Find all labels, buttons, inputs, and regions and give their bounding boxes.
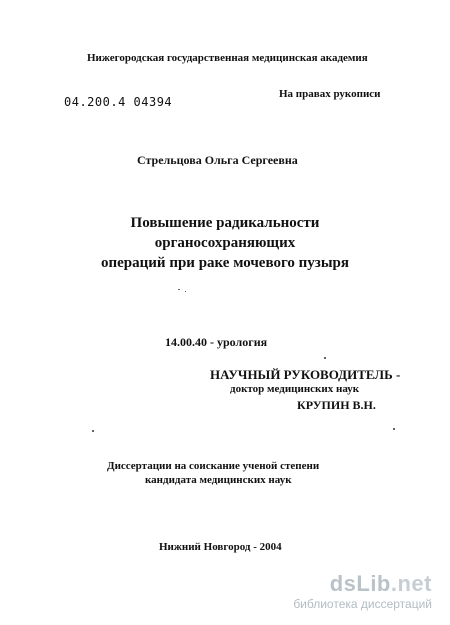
scan-speck <box>393 428 395 430</box>
scan-speck <box>324 357 326 359</box>
title-line-3: операций при раке мочевого пузыря <box>101 255 349 271</box>
watermark-logo: dsLib.net <box>329 571 432 596</box>
city-year: Нижний Новгород - 2004 <box>159 541 282 553</box>
scan-speck <box>185 291 186 292</box>
scan-speck <box>178 289 180 290</box>
dissertation-purpose-line-1: Диссертации на соискание ученой степени <box>107 460 320 472</box>
supervisor-degree: доктор медицинских наук <box>230 383 360 395</box>
archive-code: 04.200.4 04394 <box>64 95 173 109</box>
supervisor-name: КРУПИН В.Н. <box>297 398 376 412</box>
watermark-subtitle: библиотека диссертаций <box>293 597 432 611</box>
dslib-watermark <box>293 572 432 611</box>
dissertation-title <box>0 213 450 273</box>
title-line-1: Повышение радикальности <box>130 215 320 231</box>
institution-name: Нижегородская государственная медицинская академия <box>87 52 368 64</box>
title-line-2: органосохраняющих <box>154 235 296 251</box>
supervisor-title: НАУЧНЫЙ РУКОВОДИТЕЛЬ - <box>210 367 401 382</box>
scan-speck <box>92 430 94 432</box>
specialty-code: 14.00.40 - урология <box>165 335 268 349</box>
dissertation-purpose-line-2: кандидата медицинских наук <box>145 474 292 486</box>
rights-notice: На правах рукописи <box>279 88 381 100</box>
author-name: Стрельцова Ольга Сергеевна <box>137 153 298 167</box>
